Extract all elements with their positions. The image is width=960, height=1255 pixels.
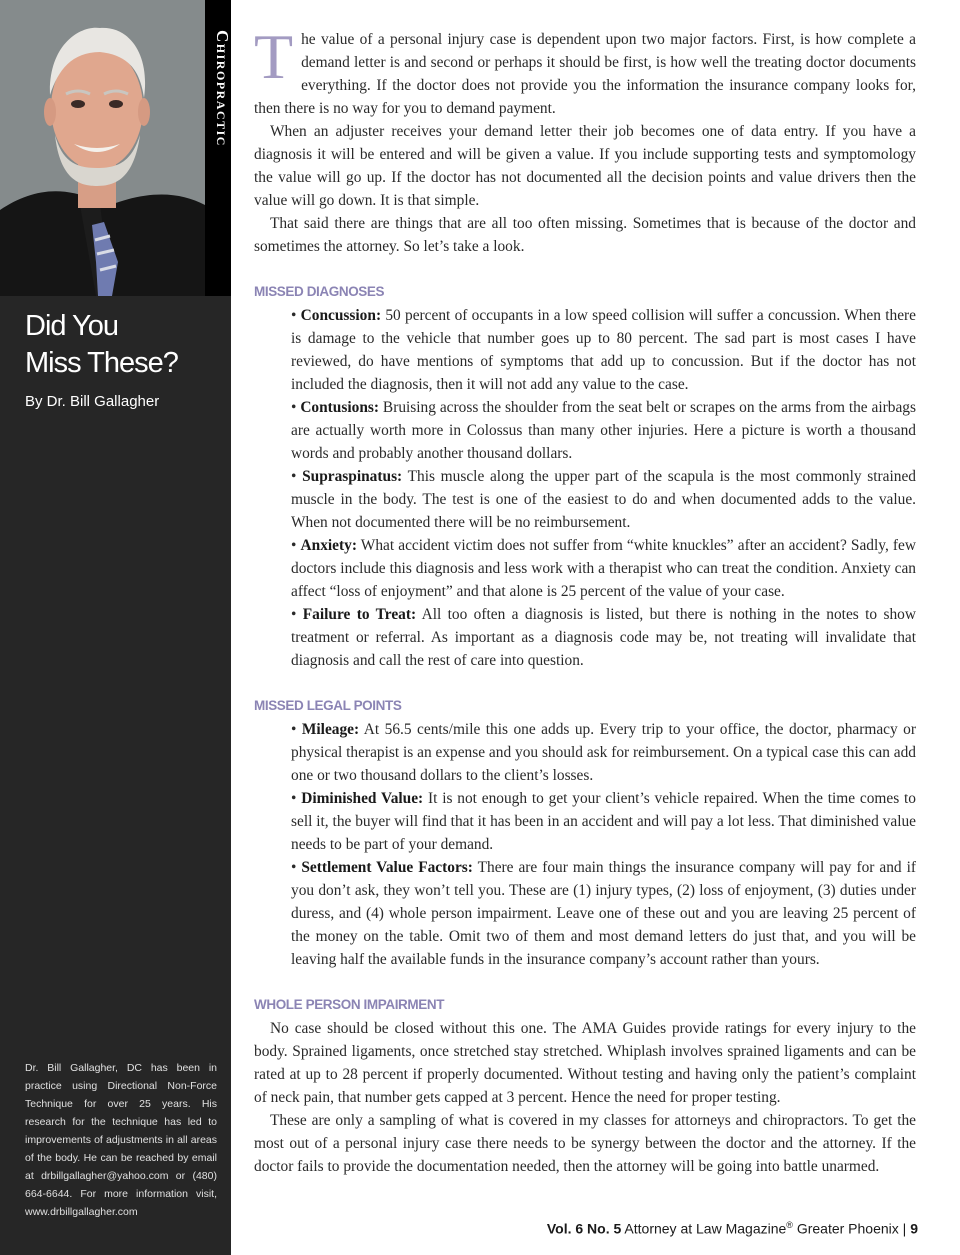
- heading-whole-person-impairment: WHOLE PERSON IMPAIRMENT: [254, 997, 445, 1012]
- list-item: • Mileage: At 56.5 cents/mile this one adds up. Every trip to your office, the doctor, pharmacy or physical therapist is an expense and you should ask for reimbursement. On a typical case this can add one or two thousand dollars to the client’s losses.: [291, 721, 916, 784]
- article-title-line1: Did You: [25, 310, 118, 342]
- whole-person-paragraph-1: No case should be closed without this one. The AMA Guides provide ratings for every injury to the body. Sprained ligaments, once stretched stay stretched. Whiplash involves sprained ligaments and can be rated at up to 28 percent if properly documented. Without testing and having only the patient’s complaint of neck pain, that number gets capped at 3 percent. Hence the need for proper testing.: [254, 1020, 916, 1106]
- missed-diagnoses-list: [254, 304, 916, 672]
- section-label: Chiropractic: [213, 30, 232, 147]
- list-item: • Settlement Value Factors: There are four main things the insurance company will pay for and if you don’t ask, they won’t tell you. These are (1) injury types, (2) loss of enjoyment, (3) duties under duress, and (4) whole person impairment. Leave one of these out and you are leaving 25 percent of the money on the table. Omit two of them and most demand letters do just that, and you will be leaving half the available funds in the insurance company’s account rather than yours.: [291, 859, 916, 968]
- intro-paragraph-1: The value of a personal injury case is dependent upon two major factors. First, is how complete a demand letter is and second or perhaps it should be first, is how well the treating doctor documents everything. If the doctor does not provide you the information the insurance company looks for, then there is no way for you to demand payment.: [254, 21, 916, 117]
- missed-legal-points-list: [254, 718, 916, 971]
- page-footer: [547, 1220, 918, 1237]
- heading-missed-diagnoses: MISSED DIAGNOSES: [254, 284, 385, 299]
- sidebar: [0, 0, 231, 1255]
- footer-magazine: Attorney at Law Magazine: [621, 1220, 787, 1237]
- list-item: • Diminished Value: It is not enough to get your client’s vehicle repaired. When the time comes to sell it, the buyer will find that it has been in an accident and will pay a lot less. That diminished value needs to be part of your demand.: [291, 790, 916, 853]
- author-photo: [0, 0, 205, 296]
- page-number: 9: [910, 1220, 918, 1237]
- footer-edition: Greater Phoenix: [792, 1220, 899, 1237]
- article-body: [254, 21, 916, 1178]
- whole-person-paragraph-2: These are only a sampling of what is covered in my classes for attorneys and chiropractors. To get the most out of a personal injury case there needs to be synergy between the doctor and the attorney. If the doctor fails to provide the documentation needed, then the attorney will be going into battle unarmed.: [254, 1112, 916, 1175]
- author-byline: By Dr. Bill Gallagher: [25, 393, 160, 410]
- list-item: • Concussion: 50 percent of occupants in a low speed collision will suffer a concussion. When there is damage to the vehicle that number goes up to 80 percent. The sad part is most cases I have reviewed, do have mentions of symptoms that add up to concussion. But if the doctor has not included the diagnosis, then it will not add any value to the case.: [291, 307, 916, 393]
- author-bio: Dr. Bill Gallagher, DC has been in practice using Directional Non-Force Technique for over 25 years. His research for the technique has led to improvements of adjustments in all areas of the body. He can be reached by email at drbillgallagher@yahoo.com or (480) 664-6644. For more information visit, www.drbillgallagher.com: [25, 1062, 217, 1218]
- footer-registered-mark: ®: [786, 1220, 793, 1230]
- intro-paragraph-3: That said there are things that are all too often missing. Sometimes that is because of the doctor and sometimes the attorney. So let’s take a look.: [254, 215, 916, 255]
- list-item: • Contusions: Bruising across the shoulder from the seat belt or scrapes on the arms from the airbags are actually worth more in Colossus than many other injuries. Here a picture is worth a thousand words and probably another thousand dollars.: [291, 399, 916, 462]
- author-portrait-image: [0, 0, 205, 296]
- intro-paragraph-2: When an adjuster receives your demand letter their job becomes one of data entry. If you have a diagnosis it will be entered and will be given a value. If you include supporting tests and symptomology the value will go up. If the doctor has not documented all the decision points and value drivers then the value will go down. It is that simple.: [254, 123, 916, 209]
- footer-volume: Vol. 6 No. 5: [546, 1220, 622, 1237]
- list-item: • Failure to Treat: All too often a diagnosis is listed, but there is nothing in the notes to show treatment or referral. As important as a diagnosis code may be, not treating will invalidate that diagnosis and call the rest of care into question.: [291, 606, 916, 669]
- section-tab: [205, 0, 231, 296]
- list-item: • Anxiety: What accident victim does not suffer from “white knuckles” after an accident? Sadly, few doctors include this diagnosis and less work with a therapist who can treat the condition. Anxiety can affect “loss of enjoyment” and that alone is 25 percent of the value of your case.: [291, 537, 916, 600]
- article-title-line2: Miss These?: [25, 347, 178, 379]
- article-title: [25, 308, 178, 382]
- list-item: • Supraspinatus: This muscle along the upper part of the scapula is the most commonly strained muscle in the body. The test is one of the easiest to do and when documented adds to the value. When not documented there will be no reimbursement.: [291, 468, 916, 531]
- drop-cap: T: [254, 21, 294, 92]
- heading-missed-legal-points: MISSED LEGAL POINTS: [254, 698, 402, 713]
- footer-separator: |: [898, 1220, 911, 1237]
